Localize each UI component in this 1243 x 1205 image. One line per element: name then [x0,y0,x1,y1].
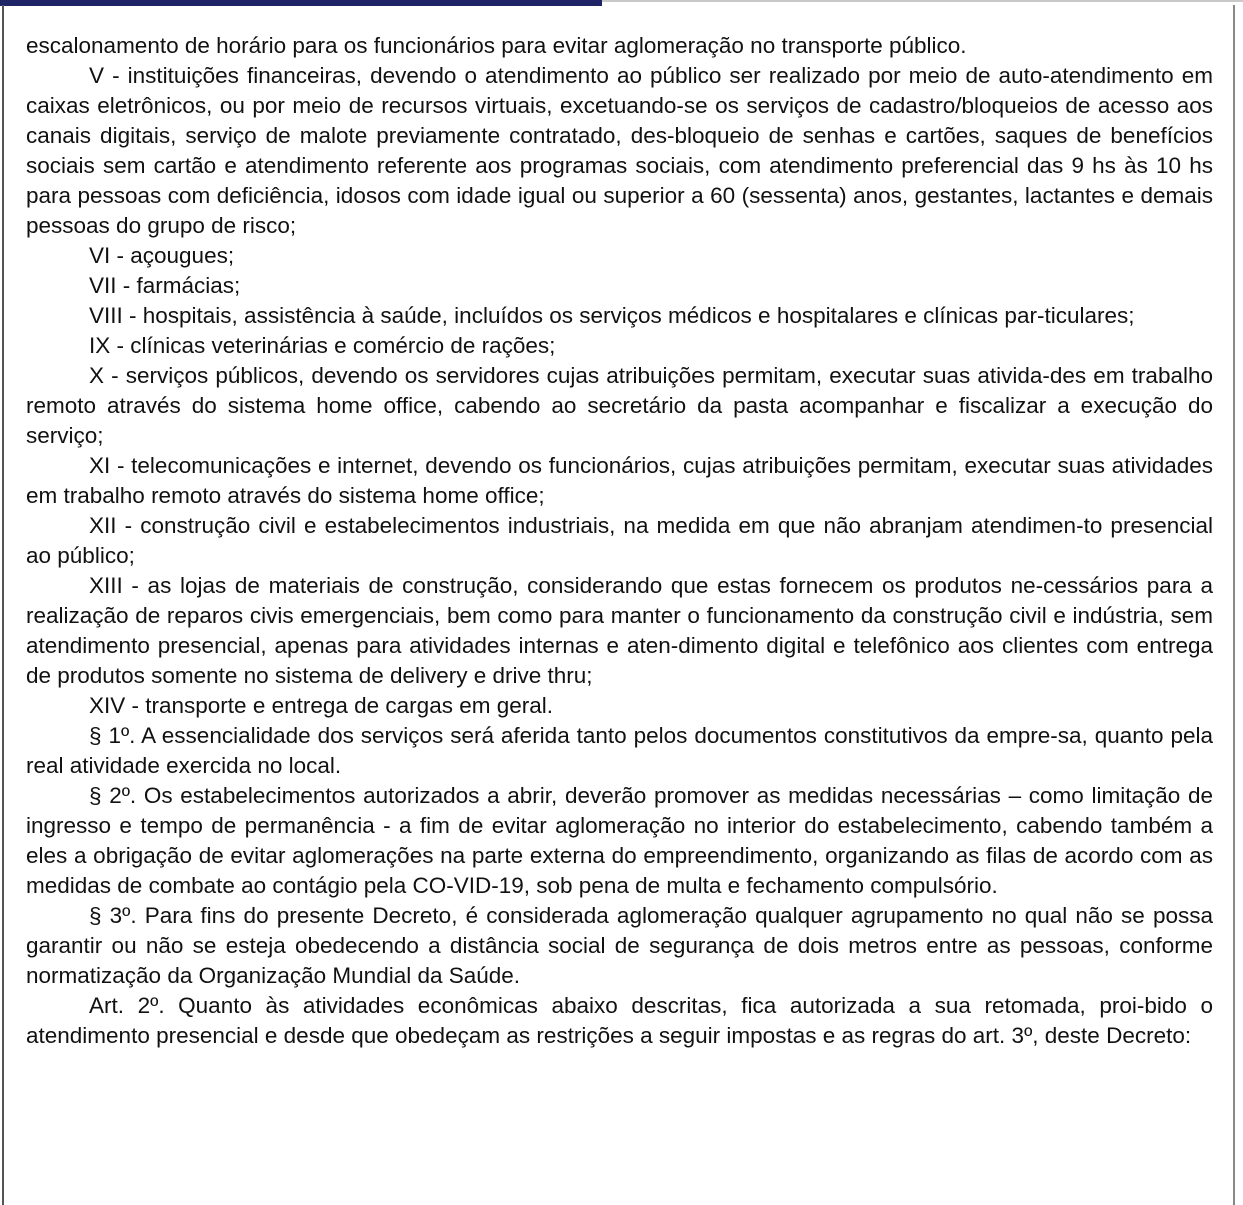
paragraph-continuation: escalonamento de horário para os funcionários para evitar aglomeração no transporte público. [26,33,967,58]
paragraph-item-xi: XI - telecomunicações e internet, devendo os funcionários, cujas atribuições permitam, executar suas atividades em trabalho remoto através do sistema home office; [26,453,1213,508]
document-body [26,31,1213,1051]
paragraph-item-xiii: XIII - as lojas de materiais de construção, considerando que estas fornecem os produtos ne-cessários para a realização de reparos civis emergenciais, bem como para manter o funcionamento da construção civil e indústria, sem atendimento presencial, apenas para atividades internas e aten-dimento digital e telefônico aos clientes com entrega de produtos somente no sistema de delivery e drive thru; [26,573,1213,688]
paragraph-item-ix: IX - clínicas veterinárias e comércio de rações; [89,333,556,358]
paragraph-item-x: X - serviços públicos, devendo os servidores cujas atribuições permitam, executar suas ativida-des em trabalho remoto através do sistema home office, cabendo ao secretário da pasta acompanhar e fiscalizar a execução do serviço; [26,363,1213,448]
paragraph-item-xii: XII - construção civil e estabelecimentos industriais, na medida em que não abranjam atendimen-to presencial ao público; [26,513,1213,568]
paragraph-article-2: Art. 2º. Quanto às atividades econômicas abaixo descritas, fica autorizada a sua retomada, proi-bido o atendimento presencial e desde que obedeçam as restrições a seguir impostas e as regras do art. 3º, deste Decreto: [26,993,1213,1048]
paragraph-item-vi: VI - açougues; [89,243,235,268]
header-rule [602,0,1243,2]
paragraph-item-vii: VII - farmácias; [89,273,241,298]
paragraph-section-1: § 1º. A essencialidade dos serviços será aferida tanto pelos documentos constitutivos da empre-sa, quanto pela real atividade exercida no local. [26,723,1213,778]
paragraph-item-xiv: XIV - transporte e entrega de cargas em geral. [89,693,553,718]
paragraph-section-3: § 3º. Para fins do presente Decreto, é considerada aglomeração qualquer agrupamento no qual não se possa garantir ou não se esteja obedecendo a distância social de segurança de dois metros entre as pessoas, conforme normatização da Organização Mundial da Saúde. [26,903,1213,988]
paragraph-item-v: V - instituições financeiras, devendo o atendimento ao público ser realizado por meio de auto-atendimento em caixas eletrônicos, ou por meio de recursos virtuais, excetuando-se os serviços de cadastro/bloqueios de acesso aos canais digitais, serviço de malote previamente contratado, des-bloqueio de senhas e cartões, saques de benefícios sociais sem cartão e atendimento referente aos programas sociais, com atendimento preferencial das 9 hs às 10 hs para pessoas com deficiência, idosos com idade igual ou superior a 60 (sessenta) anos, gestantes, lactantes e demais pessoas do grupo de risco; [26,63,1213,238]
paragraph-item-viii: VIII - hospitais, assistência à saúde, incluídos os serviços médicos e hospitalares e clínicas par-ticulares; [89,303,1135,328]
paragraph-section-2: § 2º. Os estabelecimentos autorizados a abrir, deverão promover as medidas necessárias – como limitação de ingresso e tempo de permanência - a fim de evitar aglomeração no interior do estabelecimento, cabendo também a eles a obrigação de evitar aglomerações na parte externa do empreendimento, organizando as filas de acordo com as medidas de combate ao contágio pela CO-VID-19, sob pena de multa e fechamento compulsório. [26,783,1213,898]
